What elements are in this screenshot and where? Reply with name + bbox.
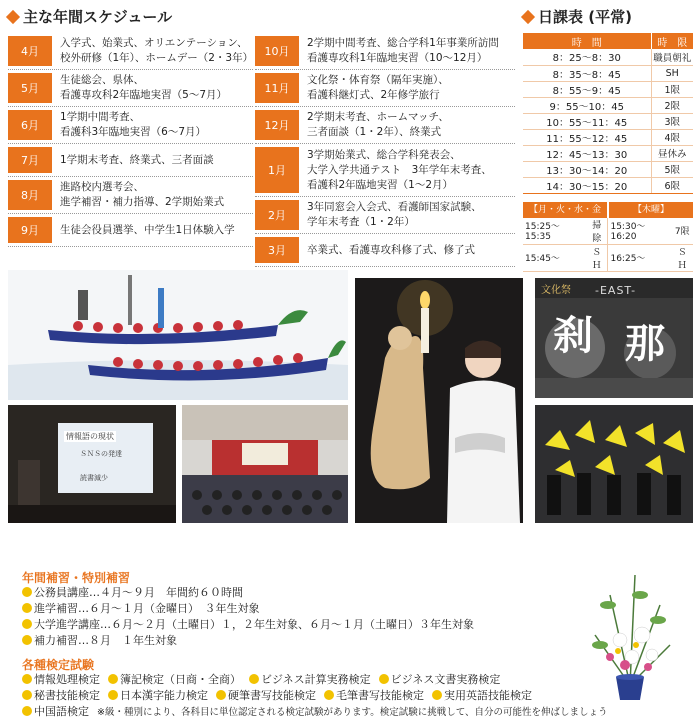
diamond-icon: [6, 9, 20, 23]
event-line: 入学式、始業式、オリエンテーション、: [60, 37, 248, 49]
event-line: 生徒総会、県体、: [60, 74, 144, 86]
timetable-row: [523, 113, 693, 129]
month-events: [52, 73, 227, 103]
month-events: [299, 73, 449, 103]
period-name: 6限: [651, 177, 693, 193]
extra-b-label: ＳＨ: [672, 244, 693, 271]
hoshu-item: 公務員講座…４月〜９月 年間約６０時間: [22, 585, 474, 601]
month-label: 6月: [8, 110, 52, 140]
col-time-header: 時 間: [523, 33, 651, 49]
event-line: 校外研修（1年）、ホームデー（2・3年）: [60, 52, 254, 64]
period-time: 13：30〜14：20: [523, 161, 651, 177]
event-line: 看護専攻科1年臨地実習（10〜12月）: [307, 52, 488, 64]
bullet-dot-icon: [22, 674, 32, 684]
hoshu-item: 大学進学講座…６月〜２月（土曜日）１，２年生対象、６月〜１月（土曜日）３年生対象: [22, 617, 474, 633]
event-line: 大学入学共通テスト 3年学年末考査、: [307, 163, 492, 176]
period-time: 12：45〜13：30: [523, 145, 651, 161]
event-line: 生徒会役員選挙、中学生1日体験入学: [60, 223, 235, 236]
event-line: 学年末考査（1・2年）: [307, 216, 415, 228]
hoshu-item: 補力補習…８月 １年生対象: [22, 633, 474, 649]
schedule-row: [8, 214, 253, 247]
month-label: 4月: [8, 36, 52, 66]
month-label: 8月: [8, 180, 52, 210]
period-time: 8：25〜8：30: [523, 49, 651, 65]
month-label: 5月: [8, 73, 52, 103]
period-name: 昼休み: [651, 145, 693, 161]
poster-east-text: -EAST-: [595, 284, 637, 297]
kentei-item: 簿記検定（日商・全商）: [108, 672, 241, 688]
event-line: 卒業式、看護専攻科修了式、修了式: [307, 243, 475, 256]
extra-table: [523, 218, 693, 272]
event-line: 看護科2年臨地実習（1〜2月）: [307, 178, 454, 191]
event-line: 看護科3年臨地実習（6〜7月）: [60, 126, 207, 138]
event-line: 看護専攻科2年臨地実習（5〜7月）: [60, 89, 228, 101]
schedule-row: [255, 197, 515, 234]
schedule-row: [255, 107, 515, 144]
period-time: 8：35〜8：45: [523, 65, 651, 81]
schedule-row: [8, 144, 253, 177]
event-line: 3学期始業式、総合学科発表会、: [307, 148, 461, 161]
kentei-item: 実用英語技能検定: [432, 688, 532, 704]
extra-row: [523, 244, 693, 271]
month-label: 12月: [255, 110, 299, 140]
schedule-row: [8, 107, 253, 144]
kentei-row-2: [22, 688, 622, 704]
kentei-note: ※級・種別により、各科目に単位認定される検定試験があります。検定試験に挑戦して、自分の可能性を伸ばしましょう: [97, 707, 608, 718]
daily-table: [523, 33, 693, 194]
bullet-dot-icon: [324, 690, 334, 700]
diamond-icon: [521, 9, 535, 23]
month-events: [299, 237, 475, 263]
days-thu-label: 【木曜】: [609, 202, 693, 218]
daily-timetable: [523, 33, 693, 272]
days-header: [523, 202, 693, 231]
kentei-item: 秘書技能検定: [22, 688, 100, 704]
timetable-row: [523, 129, 693, 145]
event-line: 文化祭・体育祭（隔年実施）、: [307, 74, 449, 86]
timetable-row: [523, 177, 693, 193]
slide-line-1: ＳＮＳの発達: [80, 450, 122, 458]
period-time: 11：55〜12：45: [523, 129, 651, 145]
month-events: [52, 147, 214, 173]
event-line: 進学補習・補力指導、2学期始業式: [60, 196, 225, 208]
hoshu-title: 年間補習・特別補習: [22, 571, 131, 585]
event-line: 三者面談（1・2年）、終業式: [307, 126, 442, 138]
event-line: 1学期末考査、終業式、三者面談: [60, 153, 214, 166]
timetable-row: [523, 81, 693, 97]
period-time: 10：55〜11：45: [523, 113, 651, 129]
kentei-item: 情報処理検定: [22, 672, 100, 688]
schedule-row: [8, 177, 253, 214]
kentei-item: ビジネス計算実務検定: [249, 672, 371, 688]
period-name: SH: [651, 65, 693, 81]
month-events: [52, 217, 235, 243]
period-time: 14：30〜15：20: [523, 177, 651, 193]
event-line: 2学期中間考査、総合学科1年事業所訪問: [307, 37, 499, 49]
bullet-dot-icon: [216, 690, 226, 700]
bullet-dot-icon: [249, 674, 259, 684]
flower-arrangement-image: [580, 565, 680, 705]
kentei-row-3: [22, 704, 622, 721]
kentei-item: 毛筆書写技能検定: [324, 688, 424, 704]
timetable-row: [523, 97, 693, 113]
extra-a-label: 掃除: [586, 218, 608, 245]
period-time: 8：55〜9：45: [523, 81, 651, 97]
bullet-dot-icon: [108, 690, 118, 700]
extra-a-label: ＳＨ: [586, 244, 608, 271]
event-line: 2学期末考査、ホームマッチ、: [307, 111, 449, 123]
kentei-item: 日本漢字能力検定: [108, 688, 208, 704]
cheer-performance-photo: [535, 405, 693, 523]
extra-b-label: 7限: [672, 218, 693, 245]
extra-a-time: 15:25〜15:35: [523, 218, 586, 245]
dragon-boat-photo: [8, 270, 348, 400]
month-events: [299, 147, 492, 193]
schedule-row: [255, 70, 515, 107]
month-label: 7月: [8, 147, 52, 173]
extra-b-time: 16:25〜: [608, 244, 672, 271]
presentation-photo: [8, 405, 176, 523]
month-events: [52, 36, 253, 66]
nursing-candle-photo: [355, 278, 523, 523]
month-label: 3月: [255, 237, 299, 263]
bullet-dot-icon: [22, 587, 32, 597]
period-name: 2限: [651, 97, 693, 113]
period-time: 9：55〜10：45: [523, 97, 651, 113]
schedule-row: [8, 33, 253, 70]
schedule-left-column: [8, 33, 253, 247]
extra-a-time: 15:45〜: [523, 244, 586, 271]
schedule-row: [8, 70, 253, 107]
annual-schedule-title: 主な年間スケジュール: [8, 6, 172, 27]
month-label: 1月: [255, 147, 299, 193]
poster-kanji-2: 那: [625, 320, 665, 367]
extra-row: [523, 218, 693, 245]
poster-label: 文化祭: [541, 285, 571, 296]
event-line: 進路校内選考会、: [60, 181, 144, 193]
bullet-dot-icon: [432, 690, 442, 700]
timetable-row: [523, 65, 693, 81]
month-events: [299, 36, 499, 66]
period-name: 4限: [651, 129, 693, 145]
days-mon-fri-label: 【月・火・水・金曜】: [523, 202, 607, 218]
period-name: 5限: [651, 161, 693, 177]
timetable-row: [523, 161, 693, 177]
kentei-item: 中国語検定: [22, 704, 89, 720]
schedule-row: [255, 144, 515, 197]
month-label: 2月: [255, 200, 299, 230]
poster-kanji-1: 刹: [553, 312, 593, 359]
daily-schedule-title: 日課表 (平常): [523, 6, 632, 27]
schedule-row: [255, 33, 515, 70]
event-line: 看護科継灯式、2年修学旅行: [307, 89, 440, 101]
bullet-dot-icon: [108, 674, 118, 684]
schedule-row: [255, 234, 515, 267]
period-name: 1限: [651, 81, 693, 97]
festival-poster-photo: [535, 278, 693, 398]
period-name: 職員朝礼: [651, 49, 693, 65]
month-label: 11月: [255, 73, 299, 103]
col-period-header: 時 限: [651, 33, 693, 49]
bullet-dot-icon: [22, 635, 32, 645]
kentei-item: 硬筆書写技能検定: [216, 688, 316, 704]
month-events: [299, 200, 482, 230]
kentei-row-1: [22, 672, 622, 688]
slide-title: 情報語の現状: [66, 432, 114, 441]
kentei-item: ビジネス文書実務検定: [379, 672, 501, 688]
slide-line-2: 読書減少: [80, 474, 108, 482]
kentei-title: 各種検定試験: [22, 658, 95, 672]
event-line: 3年同窓会入会式、看護師国家試験、: [307, 201, 482, 213]
bullet-dot-icon: [379, 674, 389, 684]
month-events: [52, 180, 224, 210]
extra-b-time: 15:30〜16:20: [608, 218, 672, 245]
bullet-dot-icon: [22, 706, 32, 716]
bullet-dot-icon: [22, 690, 32, 700]
timetable-row: [523, 145, 693, 161]
timetable-row: [523, 49, 693, 65]
event-line: 1学期中間考査、: [60, 111, 141, 123]
month-events: [299, 110, 449, 140]
kentei-list: [22, 672, 622, 721]
month-label: 9月: [8, 217, 52, 243]
ceremony-photo: [182, 405, 348, 523]
hoshu-item: 進学補習…６月〜１月（金曜日） ３年生対象: [22, 601, 474, 617]
bullet-dot-icon: [22, 603, 32, 613]
schedule-right-column: [255, 33, 515, 267]
hoshu-list: [22, 585, 474, 649]
bullet-dot-icon: [22, 619, 32, 629]
month-events: [52, 110, 206, 140]
period-name: 3限: [651, 113, 693, 129]
month-label: 10月: [255, 36, 299, 66]
